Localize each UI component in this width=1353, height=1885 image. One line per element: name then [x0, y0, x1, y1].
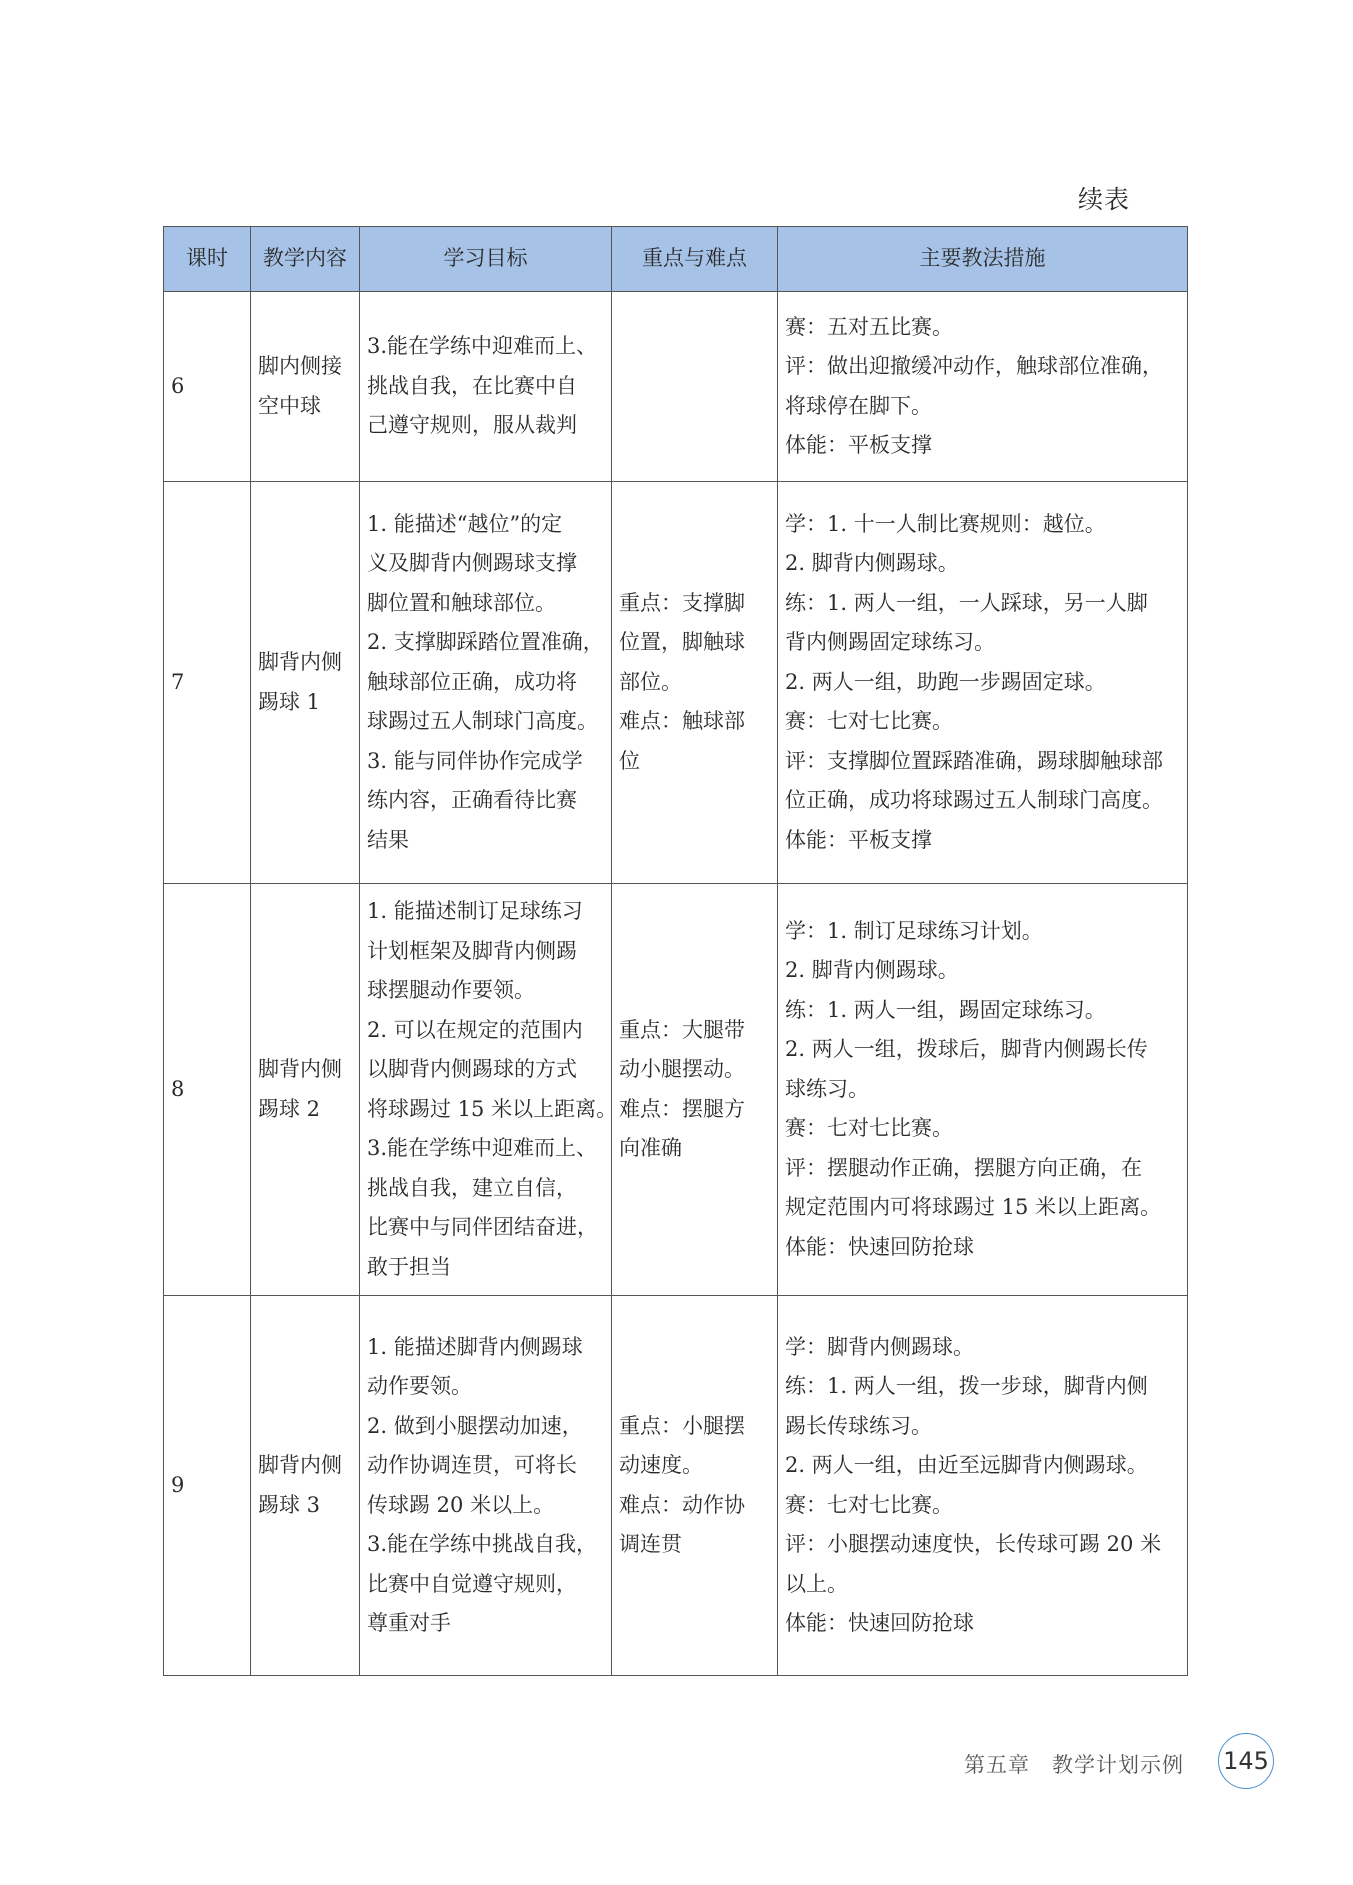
content-cell	[251, 292, 360, 482]
cell-line: 评：支撑脚位置踩踏准确，踢球脚触球部	[785, 748, 1163, 773]
cell-line: 1. 能描述脚背内侧踢球	[367, 1334, 583, 1359]
keypoints-cell	[612, 482, 778, 884]
cell-line: 动小腿摆动。	[619, 1057, 745, 1081]
header-objectives: 学习目标	[360, 227, 612, 292]
cell-line: 练：1. 两人一组，拨一步球，脚背内侧	[785, 1374, 1148, 1398]
cell-line: 学：1. 十一人制比赛规则：越位。	[785, 511, 1106, 536]
cell-line: 球练习。	[785, 1076, 869, 1101]
cell-line: 动速度。	[619, 1453, 703, 1477]
cell-line: 规定范围内可将球踢过 15 米以上距离。	[785, 1195, 1162, 1220]
lesson-cell	[164, 292, 251, 482]
objectives-cell	[360, 292, 612, 482]
cell-line: 动作要领。	[367, 1374, 472, 1398]
cell-line: 赛：七对七比赛。	[785, 1492, 953, 1517]
cell-line: 传球踢 20 米以上。	[367, 1492, 555, 1517]
content-cell	[251, 482, 360, 884]
lesson-number: 9	[171, 1472, 185, 1497]
cell-line: 1. 能描述“越位”的定	[367, 511, 563, 536]
cell-line: 调连贯	[619, 1532, 682, 1556]
header-keypoints: 重点与难点	[612, 227, 778, 292]
cell-line: 比赛中自觉遵守规则，	[367, 1571, 577, 1596]
header-lesson: 课时	[164, 227, 251, 292]
lesson-number: 8	[171, 1076, 185, 1101]
cell-line: 练：1. 两人一组，踢固定球练习。	[785, 997, 1106, 1022]
cell-line: 脚位置和触球部位。	[367, 590, 556, 615]
cell-line: 以上。	[785, 1571, 848, 1596]
lesson-cell	[164, 884, 251, 1296]
cell-line: 体能：平板支撑	[785, 433, 932, 457]
cell-line: 将球停在脚下。	[785, 393, 932, 418]
keypoints-cell	[612, 1296, 778, 1676]
cell-line: 3.能在学练中挑战自我，	[367, 1532, 598, 1556]
cell-line: 2. 做到小腿摆动加速，	[367, 1413, 583, 1438]
content-cell	[251, 1296, 360, 1676]
cell-line: 学：1. 制订足球练习计划。	[785, 918, 1043, 943]
cell-line: 动作协调连贯，可将长	[367, 1453, 577, 1477]
cell-line: 踢球 3	[258, 1492, 321, 1517]
cell-line: 赛：七对七比赛。	[785, 1116, 953, 1141]
cell-line: 评：摆腿动作正确，摆腿方向正确，在	[785, 1155, 1142, 1180]
cell-line: 尊重对手	[367, 1611, 451, 1635]
cell-line: 空中球	[258, 393, 321, 418]
cell-line: 体能：快速回防抢球	[785, 1611, 974, 1635]
cell-line: 2. 脚背内侧踢球。	[785, 551, 959, 576]
cell-line: 体能：快速回防抢球	[785, 1234, 974, 1259]
keypoints-cell	[612, 292, 778, 482]
cell-line: 2. 支撑脚踩踏位置准确，	[367, 630, 604, 655]
cell-line: 重点：支撑脚	[619, 590, 745, 615]
cell-line: 计划框架及脚背内侧踢	[367, 938, 577, 963]
methods-cell	[778, 292, 1188, 482]
methods-cell	[778, 482, 1188, 884]
table-row	[164, 292, 1188, 482]
cell-line: 位正确，成功将球踢过五人制球门高度。	[785, 788, 1163, 813]
cell-line: 踢长传球练习。	[785, 1413, 932, 1438]
cell-line: 赛：七对七比赛。	[785, 709, 953, 734]
cell-line: 练：1. 两人一组，一人踩球，另一人脚	[785, 590, 1148, 615]
cell-line: 重点：大腿带	[619, 1017, 745, 1042]
cell-line: 2. 两人一组，助跑一步踢固定球。	[785, 669, 1106, 694]
cell-line: 3.能在学练中迎难而上、	[367, 334, 598, 359]
cell-line: 位	[619, 748, 640, 773]
cell-line: 练内容，正确看待比赛	[367, 788, 577, 813]
cell-line: 义及脚背内侧踢球支撑	[367, 551, 577, 576]
table-row	[164, 1296, 1188, 1676]
cell-line: 位置，脚触球	[619, 630, 745, 655]
header-content: 教学内容	[251, 227, 360, 292]
teaching-plan-table	[163, 226, 1188, 1676]
page-number: 145	[1218, 1733, 1274, 1789]
cell-line: 1. 能描述制订足球练习	[367, 899, 583, 923]
cell-line: 己遵守规则，服从裁判	[367, 413, 577, 438]
methods-cell	[778, 884, 1188, 1296]
cell-line: 2. 可以在规定的范围内	[367, 1017, 583, 1042]
cell-line: 敢于担当	[367, 1254, 451, 1279]
cell-line: 球踢过五人制球门高度。	[367, 709, 598, 734]
cell-line: 评：做出迎撤缓冲动作，触球部位准确，	[785, 354, 1163, 378]
cell-line: 触球部位正确，成功将	[367, 669, 577, 694]
cell-line: 3. 能与同伴协作完成学	[367, 748, 583, 773]
methods-cell	[778, 1296, 1188, 1676]
cell-line: 脚背内侧	[258, 650, 342, 674]
table-row	[164, 884, 1188, 1296]
cell-line: 2. 两人一组，由近至远脚背内侧踢球。	[785, 1453, 1148, 1477]
table-header-row	[164, 227, 1188, 292]
lesson-number: 7	[171, 669, 185, 694]
cell-line: 挑战自我，建立自信，	[367, 1175, 577, 1200]
cell-line: 脚内侧接	[258, 354, 342, 378]
cell-line: 体能：平板支撑	[785, 827, 932, 852]
objectives-cell	[360, 482, 612, 884]
lesson-number: 6	[171, 373, 185, 398]
cell-line: 踢球 1	[258, 689, 321, 714]
cell-line: 结果	[367, 827, 409, 852]
cell-line: 重点：小腿摆	[619, 1413, 745, 1438]
cell-line: 比赛中与同伴团结奋进，	[367, 1215, 598, 1239]
cell-line: 向准确	[619, 1136, 682, 1160]
cell-line: 难点：触球部	[619, 709, 745, 734]
cell-line: 脚背内侧	[258, 1057, 342, 1081]
cell-line: 部位。	[619, 669, 682, 694]
cell-line: 3.能在学练中迎难而上、	[367, 1136, 598, 1160]
table-row	[164, 482, 1188, 884]
keypoints-cell	[612, 884, 778, 1296]
lesson-cell	[164, 482, 251, 884]
cell-line: 背内侧踢固定球练习。	[785, 630, 995, 655]
cell-line: 2. 两人一组，拨球后，脚背内侧踢长传	[785, 1037, 1148, 1062]
cell-line: 踢球 2	[258, 1096, 321, 1121]
cell-line: 球摆腿动作要领。	[367, 978, 535, 1002]
continued-label: 续表	[1078, 185, 1131, 214]
cell-line: 挑战自我，在比赛中自	[367, 373, 577, 398]
chapter-label: 第五章 教学计划示例	[964, 1753, 1184, 1777]
cell-line: 学：脚背内侧踢球。	[785, 1334, 974, 1359]
cell-line: 以脚背内侧踢球的方式	[367, 1057, 577, 1081]
objectives-cell	[360, 884, 618, 1296]
objectives-cell	[360, 1296, 612, 1676]
cell-line: 脚背内侧	[258, 1453, 342, 1477]
header-methods: 主要教法措施	[778, 227, 1188, 292]
cell-line: 难点：动作协	[619, 1492, 745, 1517]
cell-line: 评：小腿摆动速度快，长传球可踢 20 米	[785, 1532, 1162, 1556]
cell-line: 将球踢过 15 米以上距离。	[367, 1096, 618, 1121]
lesson-cell	[164, 1296, 251, 1676]
cell-line: 赛：五对五比赛。	[785, 314, 953, 339]
content-cell	[251, 884, 360, 1296]
cell-line: 难点：摆腿方	[619, 1096, 745, 1121]
cell-line: 2. 脚背内侧踢球。	[785, 958, 959, 983]
